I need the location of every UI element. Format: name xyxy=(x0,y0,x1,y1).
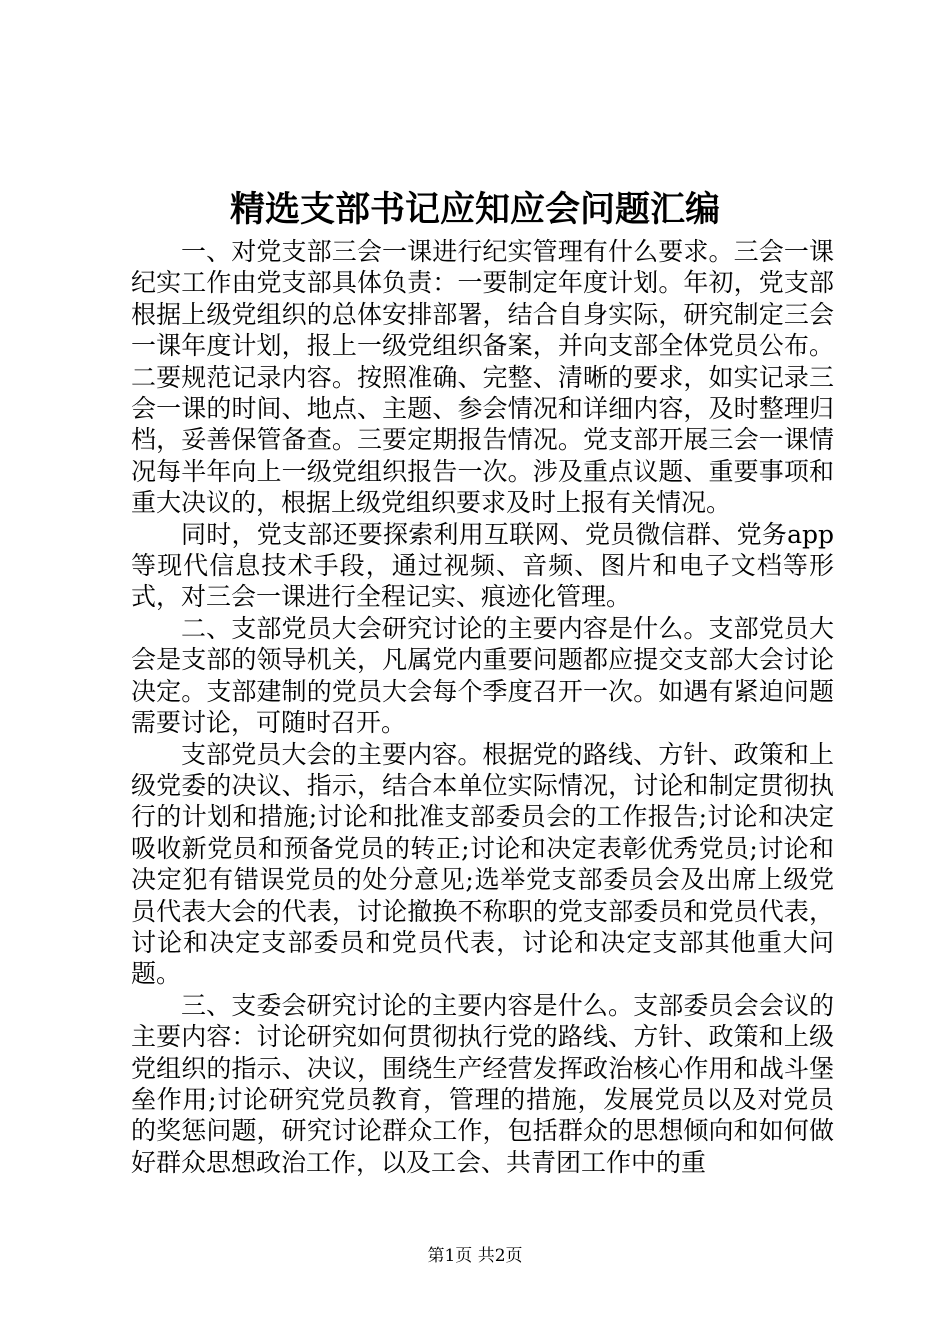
paragraph-3: 二、支部党员大会研究讨论的主要内容是什么。支部党员大会是支部的领导机关，凡属党内重要问题都应提交支部大会讨论决定。支部建制的党员大会每个季度召开一次。如遇有紧迫问题需要讨论，可随时召开。 xyxy=(131,613,834,738)
paragraph-2: 同时，党支部还要探索利用互联网、党员微信群、党务app等现代信息技术手段，通过视频、音频、图片和电子文档等形式，对三会一课进行全程记实、痕迹化管理。 xyxy=(131,519,834,612)
document-title: 精选支部书记应知应会问题汇编 xyxy=(229,189,720,230)
paragraph-4: 支部党员大会的主要内容。根据党的路线、方针、政策和上级党委的决议、指示，结合本单位实际情况，讨论和制定贯彻执行的计划和措施;讨论和批准支部委员会的工作报告;讨论和决定吸收新党员和预备党员的转正;讨论和决定表彰优秀党员;讨论和决定犯有错误党员的处分意见;选举党支部委员会及出席上级党员代表大会的代表，讨论撤换不称职的党支部委员和党员代表，讨论和决定支部委员和党员代表，讨论和决定支部其他重大问题。 xyxy=(131,739,834,989)
document-body xyxy=(131,236,834,1178)
paragraph-1: 一、对党支部三会一课进行纪实管理有什么要求。三会一课纪实工作由党支部具体负责：一要制定年度计划。年初，党支部根据上级党组织的总体安排部署，结合自身实际，研究制定三会一课年度计划，报上一级党组织备案，并向支部全体党员公布。二要规范记录内容。按照准确、完整、清晰的要求，如实记录三会一课的时间、地点、主题、参会情况和详细内容，及时整理归档，妥善保管备查。三要定期报告情况。党支部开展三会一课情况每半年向上一级党组织报告一次。涉及重点议题、重要事项和重大决议的，根据上级党组织要求及时上报有关情况。 xyxy=(131,237,834,518)
paragraph-5: 三、支委会研究讨论的主要内容是什么。支部委员会会议的主要内容：讨论研究如何贯彻执行党的路线、方针、政策和上级党组织的指示、决议，围绕生产经营发挥政治核心作用和战斗堡垒作用;讨论研究党员教育，管理的措施，发展党员以及对党员的奖惩问题，研究讨论群众工作，包括群众的思想倾向和如何做好群众思想政治工作，以及工会、共青团工作中的重 xyxy=(131,990,834,1177)
page-number-footer: 第1页 共2页 xyxy=(427,1246,523,1266)
